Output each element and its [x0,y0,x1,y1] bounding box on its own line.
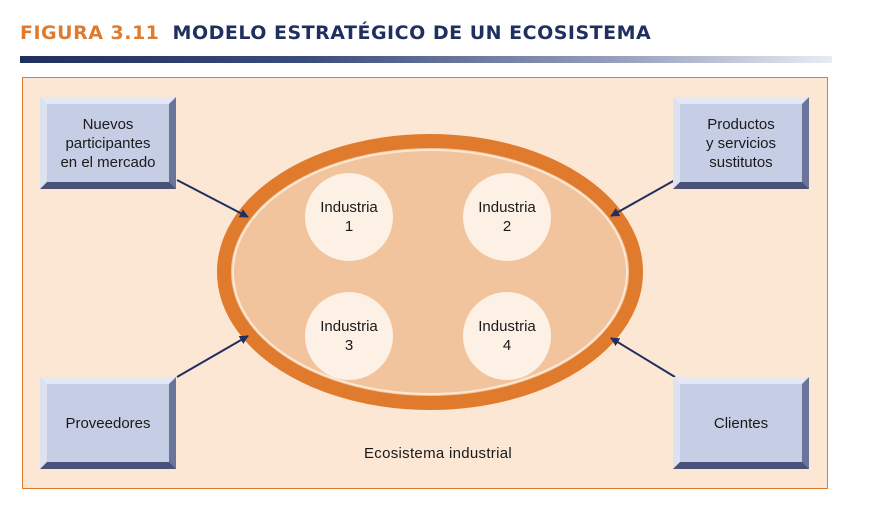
arrow-substitutes [611,180,675,216]
customers-label: Clientes [713,414,769,432]
industry-circle-3 [305,292,393,380]
industry-label-3: Industria 3 [320,318,378,354]
ecosystem-label: Ecosistema industrial [363,445,513,462]
industry-label-2: Industria 2 [478,199,536,235]
industry-circle-1 [305,173,393,261]
box-new-entrants [40,97,176,189]
box-substitutes [673,97,809,189]
industry-circle-4 [463,292,551,380]
arrow-customers [611,338,675,377]
new-entrants-label: Nuevos participantes en el mercado [60,115,156,171]
industry-circle-2 [463,173,551,261]
arrow-suppliers [177,336,248,377]
figure-name: MODELO ESTRATÉGICO DE UN ECOSISTEMA [172,22,652,44]
ecosystem-ring [224,141,636,403]
suppliers-label: Proveedores [65,414,151,432]
figure-label: FIGURA 3.11 [20,22,160,44]
industry-label-4: Industria 4 [478,318,536,354]
arrow-new-entrants [177,180,248,217]
substitutes-label: Productos y servicios sustitutos [705,115,776,171]
industry-label-1: Industria 1 [320,199,378,235]
